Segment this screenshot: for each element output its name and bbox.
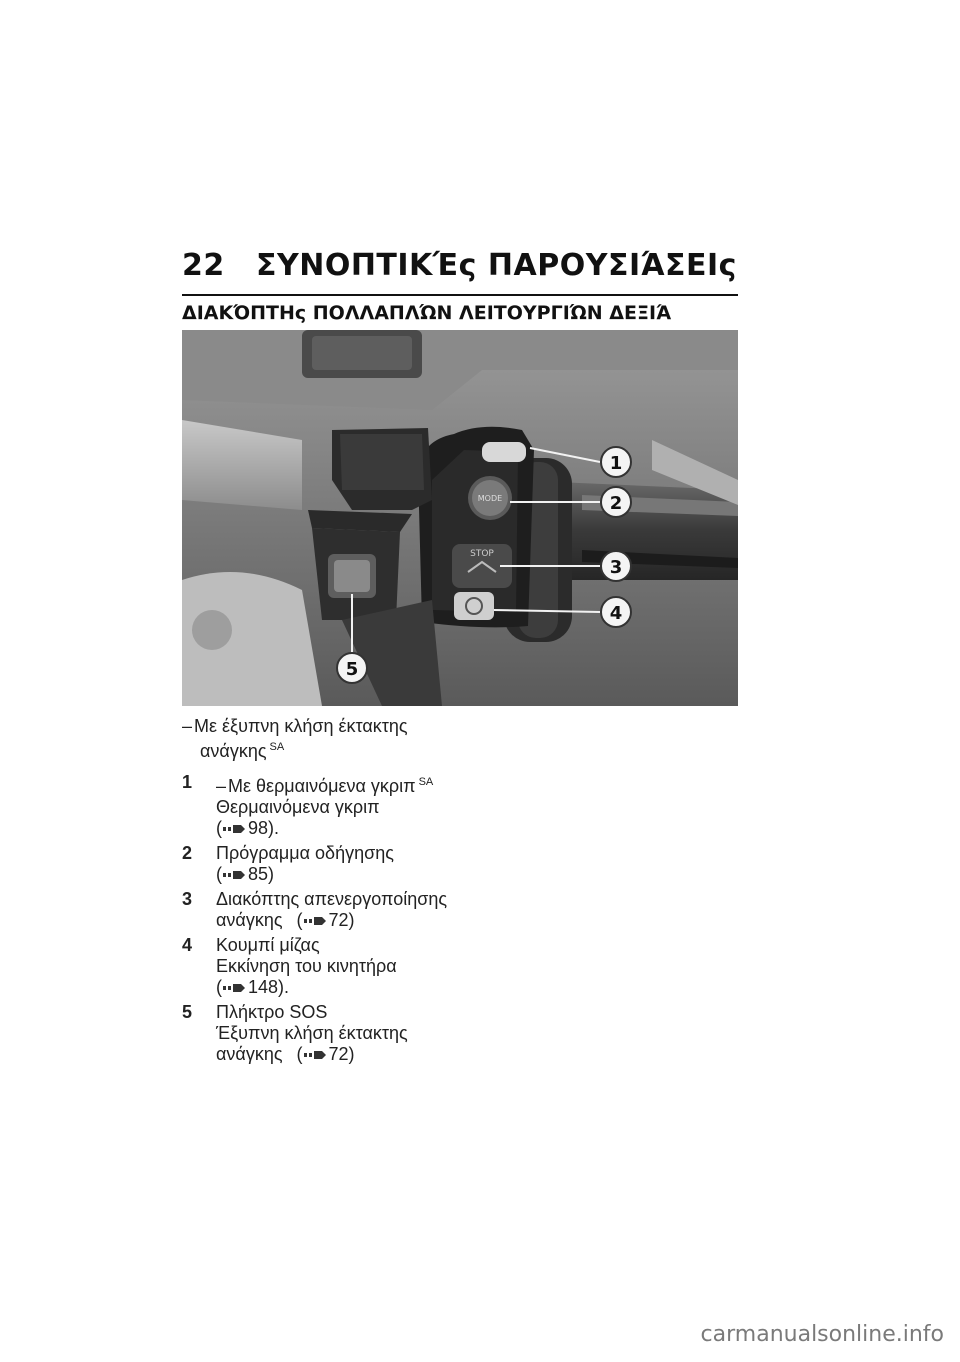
page-reference[interactable]: ( 72) <box>296 1044 355 1064</box>
item-description: Εκκίνηση του κινητήρα <box>216 956 397 976</box>
item-description: Έξυπνη κλήση έκτακτης <box>216 1023 408 1043</box>
item-name-continued: ανάγκης <box>216 910 283 930</box>
stop-switch-label: STOP <box>470 549 494 559</box>
section-title: ΔΙΑΚΌΠΤΗς ΠΟΛΛΑΠΛΏΝ ΛΕΙΤΟΥΡΓΙΏΝ ΔΕΞΙΆ <box>182 302 672 324</box>
legend-item-3 <box>182 889 482 931</box>
svg-text:1: 1 <box>609 453 623 474</box>
item-name: Διακόπτης απενεργοποίησης <box>216 889 448 909</box>
item-description-continued: ανάγκης <box>216 1044 283 1064</box>
item-number: 2 <box>182 843 193 863</box>
item-number: 4 <box>182 935 193 955</box>
intro-line-2: ανάγκης <box>200 741 267 761</box>
callout-1 <box>601 447 631 477</box>
mode-button-label: MODE <box>477 494 503 503</box>
legend-text <box>182 716 482 1065</box>
watermark: carmanualsonline.info <box>700 1322 944 1347</box>
page-reference-arrow-icon <box>223 870 245 880</box>
callout-3 <box>601 551 631 581</box>
item-name: Θερμαινόμενα γκριπ <box>216 797 380 817</box>
switch-illustration <box>182 330 738 706</box>
legend-item-2 <box>182 843 482 885</box>
page-reference-arrow-icon <box>223 983 245 993</box>
chapter-title: ΣΥΝΟΠΤΙΚΈς ΠΑΡΟΥΣΙΆΣΕΙς <box>256 248 737 283</box>
svg-text:5: 5 <box>345 659 359 680</box>
item-number: 5 <box>182 1002 193 1022</box>
page-reference-arrow-icon <box>304 916 326 926</box>
page-reference[interactable]: ( 85) <box>216 864 275 884</box>
sa-marker: SA <box>418 776 434 788</box>
header-rule <box>182 294 738 296</box>
dash: – <box>216 776 227 796</box>
callout-4 <box>601 597 631 627</box>
sa-marker: SA <box>269 741 285 753</box>
item-number: 1 <box>182 772 193 792</box>
dash: – <box>182 716 193 736</box>
item-name: Κουμπί μίζας <box>216 935 320 955</box>
page-reference-arrow-icon <box>223 824 245 834</box>
item-name: Πλήκτρο SOS <box>216 1002 328 1022</box>
svg-text:3: 3 <box>609 557 623 578</box>
page-header <box>182 248 738 283</box>
page-reference[interactable]: ( 72) <box>296 910 355 930</box>
legend-item-1 <box>182 772 482 839</box>
callout-2 <box>601 487 631 517</box>
legend-item-4 <box>182 935 482 998</box>
page-reference[interactable]: ( 98). <box>216 818 280 838</box>
intro-note <box>182 716 482 762</box>
page-number: 22 <box>182 248 225 283</box>
handlebar-switch-photo <box>182 330 738 706</box>
svg-text:2: 2 <box>609 493 623 514</box>
item-name: Πρόγραμμα οδήγησης <box>216 843 394 863</box>
callout-5 <box>337 653 367 683</box>
page-reference-arrow-icon <box>304 1050 326 1060</box>
legend-item-5 <box>182 1002 482 1065</box>
intro-line-1: Με έξυπνη κλήση έκτακτης <box>194 716 408 736</box>
svg-text:4: 4 <box>609 603 623 624</box>
page-reference[interactable]: ( 148). <box>216 977 290 997</box>
item-number: 3 <box>182 889 193 909</box>
item-option: Με θερμαινόμενα γκριπ <box>228 776 416 796</box>
